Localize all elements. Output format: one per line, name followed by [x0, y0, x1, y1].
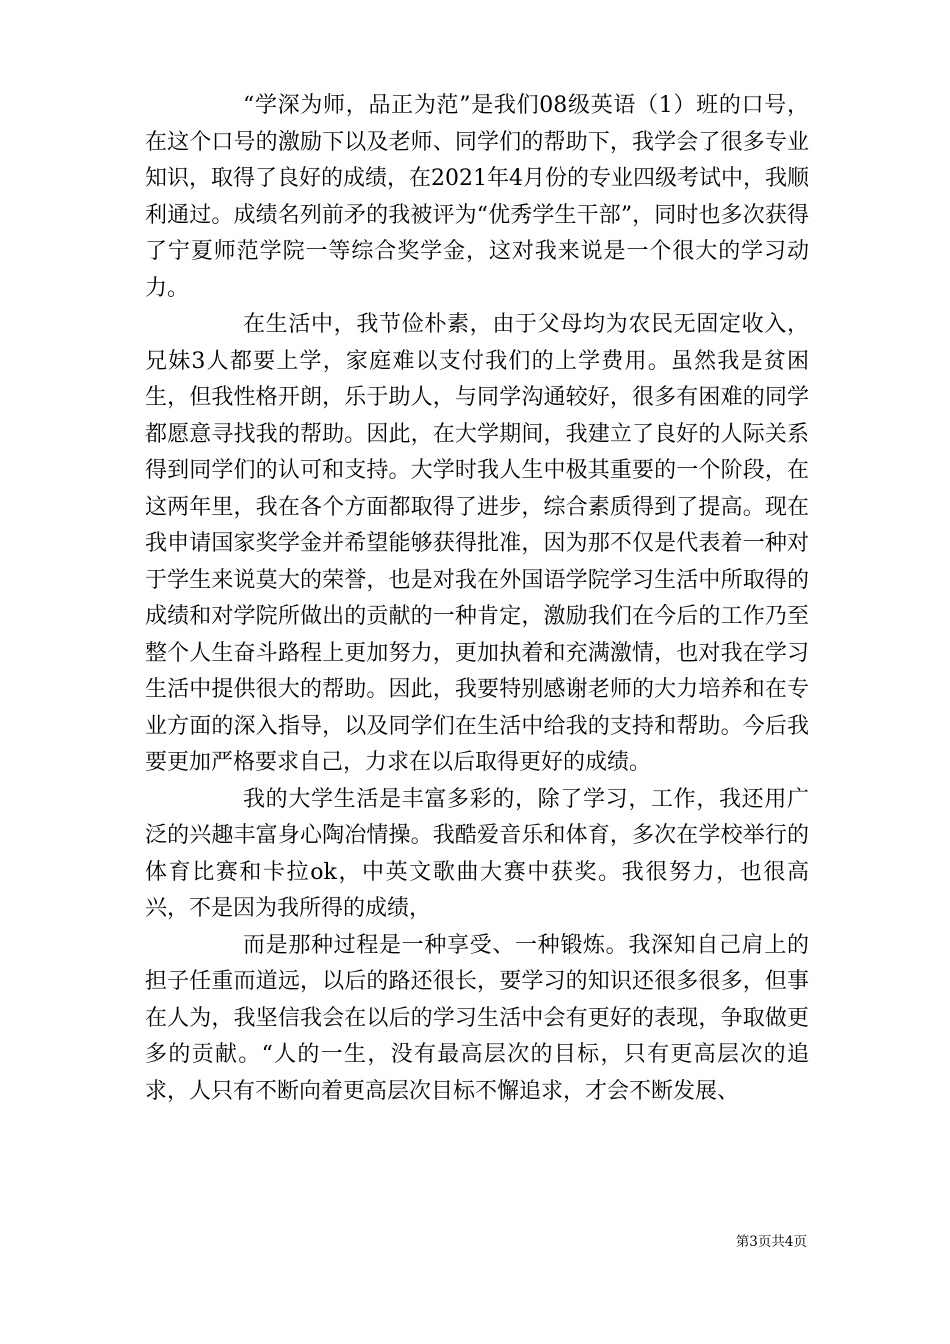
document-body: [145, 88, 809, 1110]
paragraph-1: “学深为师，品正为范”是我们08级英语（1）班的口号，在这个口号的激励下以及老师、同学们的帮助下，我学会了很多专业知识，取得了良好的成绩，在2021年4月份的专业四级考试中，我顺利通过。成绩名列前矛的我被评为“优秀学生干部”，同时也多次获得了宁夏师范学院一等综合奖学金，这对我来说是一个很大的学习动力。: [145, 93, 809, 301]
paragraph-2: 在生活中，我节俭朴素，由于父母均为农民无固定收入，兄妹3人都要上学，家庭难以支付我们的上学费用。虽然我是贫困生，但我性格开朗，乐于助人，与同学沟通较好，很多有困难的同学都愿意寻找我的帮助。因此，在大学期间，我建立了良好的人际关系得到同学们的认可和支持。大学时我人生中极其重要的一个阶段，在这两年里，我在各个方面都取得了进步，综合素质得到了提高。现在我申请国家奖学金并希望能够获得批准，因为那不仅是代表着一种对于学生来说莫大的荣誉，也是对我在外国语学院学习生活中所取得的成绩和对学院所做出的贡献的一种肯定，激励我们在今后的工作乃至整个人生奋斗路程上更加努力，更加执着和充满激情，也对我在学习生活中提供很大的帮助。因此，我要特别感谢老师的大力培养和在专业方面的深入指导，以及同学们在生活中给我的支持和帮助。今后我要更加严格要求自己，力求在以后取得更好的成绩。: [145, 312, 809, 775]
paragraph-3: 我的大学生活是丰富多彩的，除了学习，工作，我还用广泛的兴趣丰富身心陶冶情操。我酷爱音乐和体育，多次在学校举行的体育比赛和卡拉ok，中英文歌曲大赛中获奖。我很努力，也很高兴，不是因为我所得的成绩，: [145, 786, 809, 921]
paragraph-4: 而是那种过程是一种享受、一种锻炼。我深知自己肩上的担子任重而道远，以后的路还很长，要学习的知识还很多很多，但事在人为，我坚信我会在以后的学习生活中会有更好的表现，争取做更多的贡献。“人的一生，没有最高层次的目标，只有更高层次的追求，人只有不断向着更高层次目标不懈追求，才会不断发展、: [145, 932, 809, 1104]
page-number-footer: 第3页共4页: [735, 1234, 807, 1250]
